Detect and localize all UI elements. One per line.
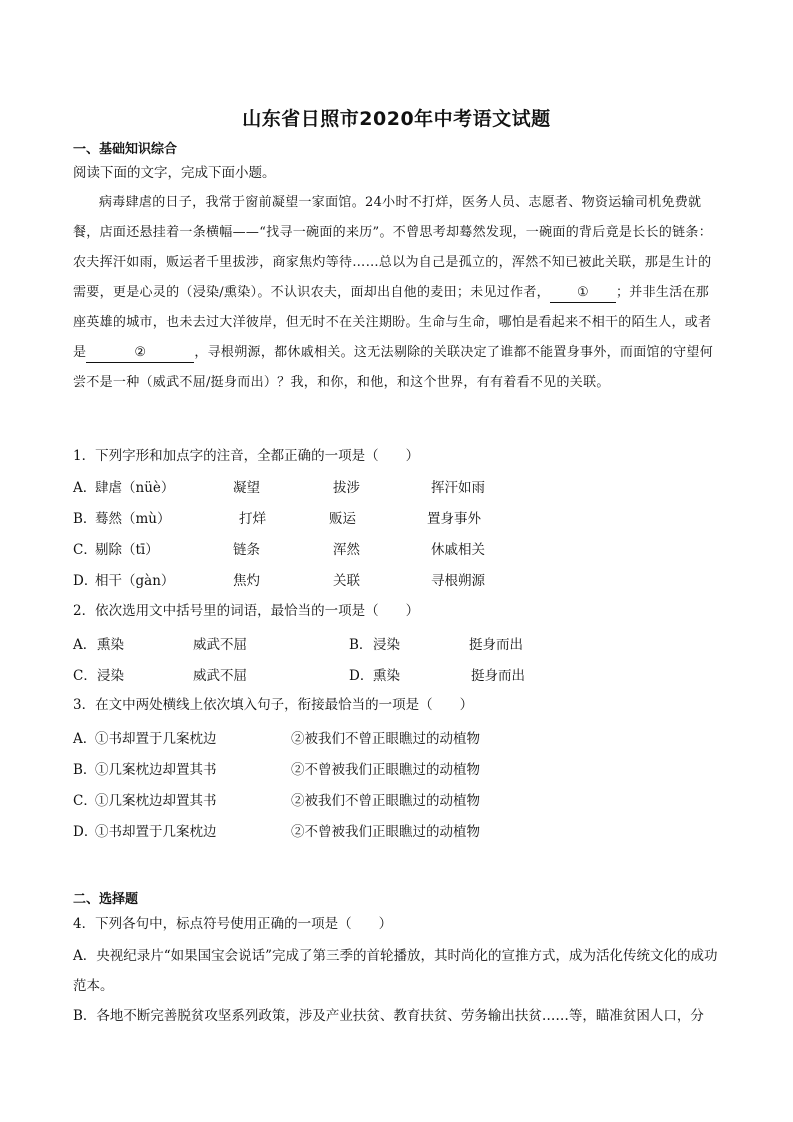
page-title: 山东省日照市2020年中考语文试题 xyxy=(242,108,551,130)
option-cell: 相干（gàn） xyxy=(95,573,175,589)
option-cell: 寻根朔源 xyxy=(431,573,485,589)
reading-passage xyxy=(73,188,721,398)
option-cell: 浸染 xyxy=(373,637,400,653)
question-4-stem: 4．下列各句中，标点符号使用正确的一项是（ ） xyxy=(73,916,393,932)
option-cell: ①书却置于几案枕边 xyxy=(95,731,217,747)
option-cell: 置身事外 xyxy=(427,511,481,527)
reading-instruction: 阅读下面的文字，完成下面小题。 xyxy=(73,165,276,181)
option-label: A． xyxy=(73,637,97,653)
option-label: A． xyxy=(73,731,97,747)
section-heading-basic-knowledge: 一、基础知识综合 xyxy=(73,142,178,157)
passage-part-2: ；并非生活在那座英雄的城市，也未去过大洋彼岸，但无时不在关注期盼。生命与生命，哪怕是看起来不相干的陌生人，或者是 xyxy=(73,285,712,360)
option-label: A． xyxy=(73,480,97,496)
option-label: C． xyxy=(73,668,97,684)
option-label: D． xyxy=(349,668,374,684)
option-cell: 拔涉 xyxy=(333,480,360,496)
option-cell: 贩运 xyxy=(329,511,356,527)
option-cell: 威武不屈 xyxy=(193,668,247,684)
option-cell: ①几案枕边却置其书 xyxy=(95,762,217,778)
passage-part-1: 病毒肆虐的日子，我常于窗前凝望一家面馆。24小时不打烊，医务人员、志愿者、物资运输司机免费就餐，店面还悬挂着一条横幅——“找寻一碗面的来历”。不曾思考却蓦然发现，一碗面的背后竟是长长的链条：农夫挥汗如雨，贩运者千里拔涉，商家焦灼等待……总以为自己是孤立的，浑然不知已被此关联，那是生计的需要，更是心灵的（浸染/熏染）。不认识农夫，面却出自他的麦田；未见过作者， xyxy=(73,195,712,300)
option-cell: 关联 xyxy=(333,573,360,589)
passage-part-3: ，寻根朔源，都休戚相关。这无法剔除的关联决定了谁都不能置身事外，而面馆的守望何尝不是一种（威武不屈/挺身而出）？我，和你，和他，和这个世界，有有着看不见的关联。 xyxy=(73,345,714,390)
option-cell: 剔除（tī） xyxy=(95,542,159,558)
option-cell: 打烊 xyxy=(239,511,266,527)
option-label: C． xyxy=(73,542,97,558)
blank-1: ① xyxy=(550,284,616,303)
option-cell: 休戚相关 xyxy=(431,542,485,558)
option-cell: ②不曾被我们正眼瞧过的动植物 xyxy=(291,762,480,778)
option-cell: 挺身而出 xyxy=(471,668,525,684)
option-cell: 蓦然（mù） xyxy=(95,511,171,527)
question-1-stem: 1．下列字形和加点字的注音，全都正确的一项是（ ） xyxy=(73,448,420,464)
option-label: D． xyxy=(73,573,98,589)
question-2-stem: 2．依次选用文中括号里的词语，最恰当的一项是（ ） xyxy=(73,603,420,619)
option-cell: ②被我们不曾正眼瞧过的动植物 xyxy=(291,731,480,747)
option-cell: 焦灼 xyxy=(233,573,260,589)
option-cell: 肆虐（nüè） xyxy=(95,480,175,496)
option-cell: 挺身而出 xyxy=(469,637,523,653)
option-cell: ②被我们不曾正眼瞧过的动植物 xyxy=(291,793,480,809)
option-label: B． xyxy=(73,762,97,778)
option-label: D． xyxy=(73,824,98,840)
option-cell: 浑然 xyxy=(333,542,360,558)
question-3-stem: 3．在文中两处横线上依次填入句子，衔接最恰当的一项是（ ） xyxy=(73,697,474,713)
option-cell: 熏染 xyxy=(373,668,400,684)
option-label: B． xyxy=(349,637,373,653)
option-cell: ①几案枕边却置其书 xyxy=(95,793,217,809)
option-cell: 链条 xyxy=(233,542,260,558)
question-4-option-b: B．各地不断完善脱贫攻坚系列政策，涉及产业扶贫、教育扶贫、劳务输出扶贫……等，瞄准贫困人口，分 xyxy=(73,1008,704,1024)
option-label: B． xyxy=(73,511,97,527)
option-cell: ②不曾被我们正眼瞧过的动植物 xyxy=(291,824,480,840)
option-cell: 挥汗如雨 xyxy=(431,480,485,496)
option-cell: 熏染 xyxy=(97,637,124,653)
option-cell: 威武不屈 xyxy=(193,637,247,653)
option-label: C． xyxy=(73,793,97,809)
section-heading-choice: 二、选择题 xyxy=(73,892,139,907)
blank-2: ② xyxy=(86,344,194,363)
option-cell: 浸染 xyxy=(97,668,124,684)
option-cell: ①书却置于几案枕边 xyxy=(95,824,217,840)
option-cell: 凝望 xyxy=(233,480,260,496)
question-4-option-a: A．央视纪录片“如果国宝会说话”完成了第三季的首轮播放，其时尚化的宣推方式，成为活化传统文化的成功范本。 xyxy=(73,948,718,994)
